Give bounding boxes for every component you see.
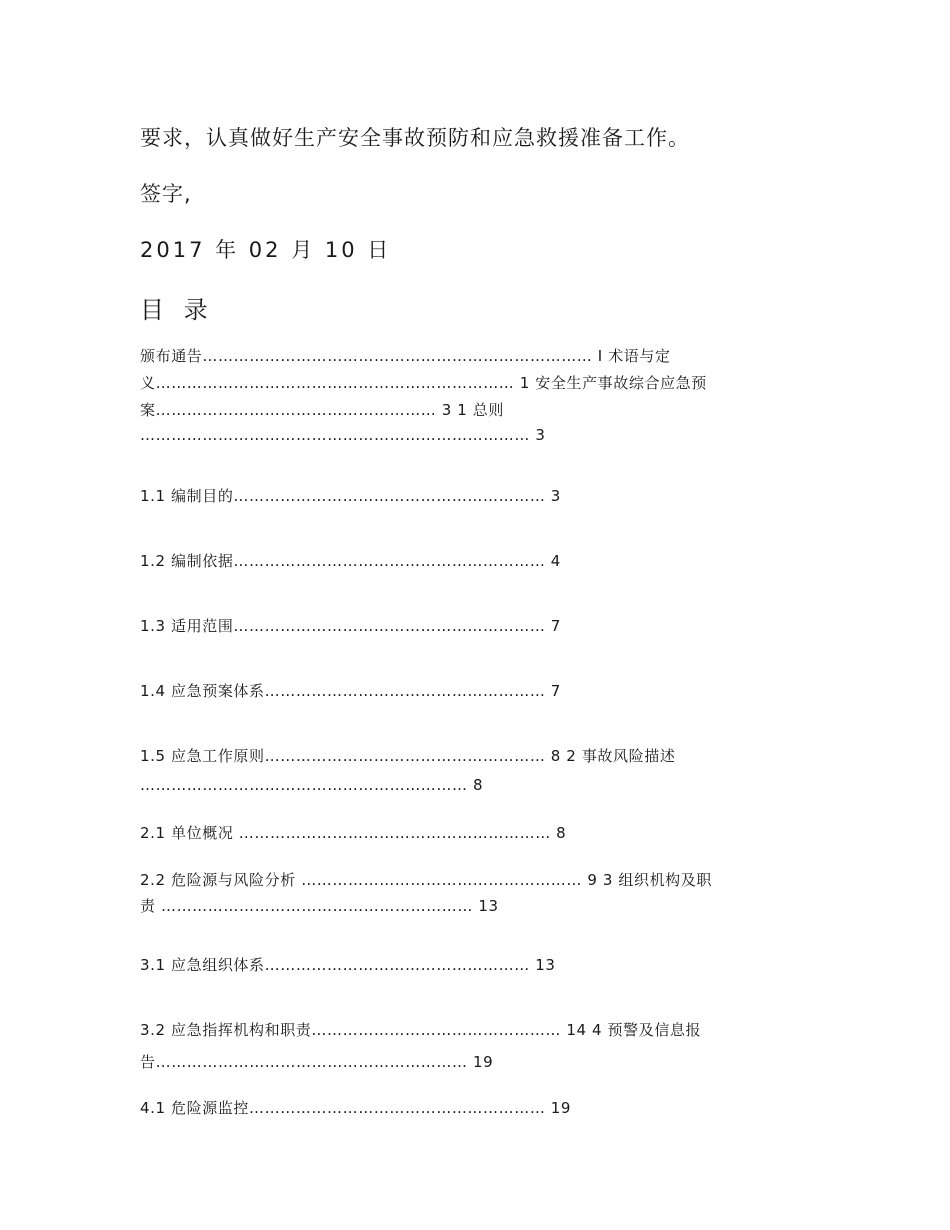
toc-line: 1.2 编制依据…………………………………………………… 4 (140, 552, 561, 570)
toc-line: 1.5 应急工作原则……………………………………………… 8 2 事故风险描述 (140, 747, 676, 765)
document-date: 2017 年 02 月 10 日 (140, 238, 392, 262)
toc-line: ……………………………………………………… 8 (140, 776, 484, 794)
toc-line: 颁布通告………………………………………………………………… I 术语与定 (140, 347, 671, 365)
toc-line: 3.1 应急组织体系…………………………………………… 13 (140, 956, 556, 974)
toc-line: 告…………………………………………………… 19 (140, 1053, 494, 1071)
toc-line: 4.1 危险源监控………………………………………………… 19 (140, 1099, 572, 1117)
toc-line: 责 …………………………………………………… 13 (140, 897, 499, 915)
toc-line: 义…………………………………………………………… 1 安全生产事故综合应急预 (140, 374, 707, 392)
closing-line: 要求，认真做好生产安全事故预防和应急救援准备工作。 (140, 126, 690, 150)
toc-line: 1.1 编制目的…………………………………………………… 3 (140, 487, 561, 505)
toc-line: 3.2 应急指挥机构和职责………………………………………… 14 4 预警及信息报 (140, 1021, 702, 1039)
toc-line: 2.2 危险源与风险分析 ……………………………………………… 9 3 组织机构及职 (140, 871, 712, 889)
toc-title: 目 录 (140, 296, 214, 324)
toc-line: 1.4 应急预案体系……………………………………………… 7 (140, 682, 561, 700)
toc-line: 案……………………………………………… 3 1 总则 (140, 401, 504, 419)
signature-label: 签字, (140, 182, 192, 206)
toc-line: 2.1 单位概况 …………………………………………………… 8 (140, 824, 567, 842)
toc-line: ………………………………………………………………… 3 (140, 426, 546, 444)
toc-line: 1.3 适用范围…………………………………………………… 7 (140, 617, 561, 635)
